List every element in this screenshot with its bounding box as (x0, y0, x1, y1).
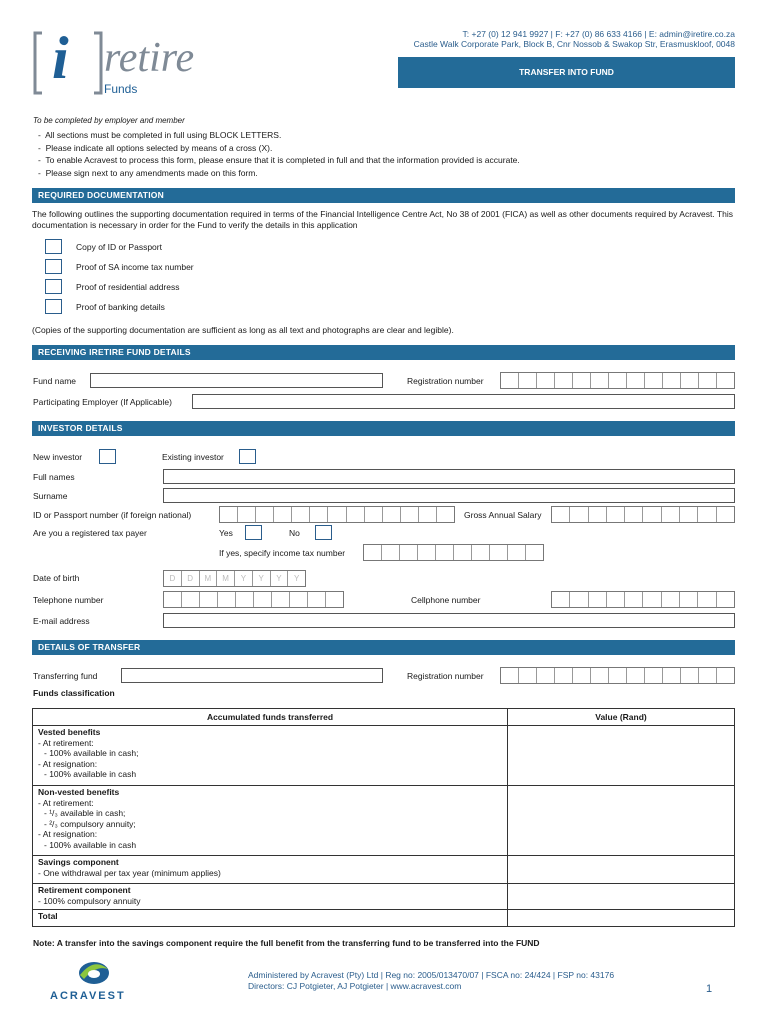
table-row (33, 726, 735, 786)
doc-checkbox-id[interactable] (45, 239, 62, 254)
retirement-line: - 100% compulsory annuity (38, 895, 141, 906)
salary-label: Gross Annual Salary (464, 510, 542, 520)
total-value-input[interactable] (508, 910, 735, 927)
table-row (33, 884, 735, 910)
tax-payer-label: Are you a registered tax payer (33, 528, 147, 538)
savings-title: Savings component (38, 857, 119, 867)
retirement-cell (33, 884, 508, 910)
savings-line: - One withdrawal per tax year (minimum applies) (38, 867, 221, 878)
surname-label: Surname (33, 491, 68, 501)
section-investor: INVESTOR DETAILS (32, 421, 735, 436)
logo-text: retire (104, 35, 195, 81)
existing-investor-label: Existing investor (162, 452, 224, 462)
acravest-wordmark: ACRAVEST (50, 990, 126, 1002)
nonvested-title: Non-vested benefits (38, 787, 120, 797)
cellphone-label: Cellphone number (411, 595, 481, 605)
funds-table (32, 708, 735, 927)
tax-yes-label: Yes (219, 528, 233, 538)
email-input[interactable] (163, 613, 735, 628)
table-row (33, 856, 735, 884)
transfer-registration-label: Registration number (407, 671, 484, 681)
tax-no-label: No (289, 528, 300, 538)
vested-title: Vested benefits (38, 727, 101, 737)
section-transfer: DETAILS OF TRANSFER (32, 640, 735, 655)
full-names-input[interactable] (163, 469, 735, 484)
footer-line-1: Administered by Acravest (Pty) Ltd | Reg no: 2005/013470/07 | FSCA no: 24/424 | FSP no: 43176 (248, 970, 615, 980)
vested-line: - 100% available in cash (44, 769, 137, 779)
table-row (33, 910, 735, 927)
transferring-fund-input[interactable] (121, 668, 383, 683)
dob-label: Date of birth (33, 573, 80, 583)
logo (32, 25, 232, 98)
transfer-note: Note: A transfer into the savings component require the full benefit from the transferring fund to be transferred into the FUND (33, 938, 540, 948)
section-fund-details: RECEIVING IRETIRE FUND DETAILS (32, 345, 735, 360)
table-header-row (33, 709, 735, 726)
nonvested-value-input[interactable] (508, 786, 735, 856)
nonvested-line: - 100% available in cash (44, 839, 137, 850)
nonvested-line: - At retirement: (38, 797, 94, 808)
surname-input[interactable] (163, 488, 735, 503)
page-number: 1 (706, 983, 713, 995)
new-investor-label: New investor (33, 452, 83, 462)
full-names-label: Full names (33, 472, 75, 482)
logo-sub: Funds (104, 82, 138, 96)
doc-label-tax: Proof of SA income tax number (76, 262, 194, 272)
nonvested-cell (33, 786, 508, 856)
footer-line-2: Directors: CJ Potgieter, AJ Potgieter | www.acravest.com (248, 981, 462, 991)
form-title: TRANSFER INTO FUND (398, 57, 735, 88)
table-header-value: Value (Rand) (508, 709, 735, 726)
contact-line-2: Castle Walk Corporate Park, Block B, Cnr Nossob & Swakop Str, Erasmuskloof, 0048 (413, 39, 735, 49)
dob-cells[interactable]: D D M M Y Y Y Y (163, 570, 306, 587)
doc-label-address: Proof of residential address (76, 282, 180, 292)
acravest-logo (48, 955, 143, 1005)
logo-brackets-icon (32, 28, 107, 98)
retirement-title: Retirement component (38, 885, 131, 895)
doc-label-banking: Proof of banking details (76, 302, 165, 312)
tax-yes-checkbox[interactable] (245, 525, 262, 540)
email-label: E-mail address (33, 616, 90, 626)
transferring-fund-label: Transferring fund (33, 671, 98, 681)
retirement-value-input[interactable] (508, 884, 735, 910)
transfer-registration-cells[interactable] (500, 667, 735, 684)
existing-investor-checkbox[interactable] (239, 449, 256, 464)
logo-brand: i (52, 25, 69, 91)
vested-line: - At resignation: (38, 758, 98, 769)
fund-registration-label: Registration number (407, 376, 484, 386)
vested-line: - At retirement: (38, 737, 94, 748)
intro-bullet: - Please indicate all options selected by means of a cross (X). (38, 142, 273, 153)
doc-checkbox-banking[interactable] (45, 299, 62, 314)
vested-value-input[interactable] (508, 726, 735, 786)
new-investor-checkbox[interactable] (99, 449, 116, 464)
funds-classification-label: Funds classification (33, 688, 115, 698)
fund-name-input[interactable] (90, 373, 383, 388)
id-number-label: ID or Passport number (if foreign national) (33, 510, 192, 520)
doc-label-id: Copy of ID or Passport (76, 242, 162, 252)
id-number-cells[interactable] (219, 506, 455, 523)
salary-cells[interactable] (551, 506, 735, 523)
required-docs-description: The following outlines the supporting documentation required in terms of the Financial Intelligence Centre Act, No 38 of 2001 (FICA) as well as other documents required by Acravest. This documentation is necessary in order for the Fund to verify the details in this application (32, 209, 733, 230)
tax-number-cells[interactable] (363, 544, 544, 561)
cellphone-cells[interactable] (551, 591, 735, 608)
tax-number-label: If yes, specify income tax number (219, 548, 346, 558)
fund-name-label: Fund name (33, 376, 76, 386)
telephone-label: Telephone number (33, 595, 104, 605)
fund-registration-cells[interactable] (500, 372, 735, 389)
intro-bullet: - All sections must be completed in full using BLOCK LETTERS. (38, 130, 282, 140)
savings-cell (33, 856, 508, 884)
doc-checkbox-tax[interactable] (45, 259, 62, 274)
savings-value-input[interactable] (508, 856, 735, 884)
required-docs-footnote: (Copies of the supporting documentation are sufficient as long as all text and photographs are clear and legible). (32, 325, 454, 335)
tax-no-checkbox[interactable] (315, 525, 332, 540)
intro-note: To be completed by employer and member (33, 116, 185, 125)
employer-label: Participating Employer (If Applicable) (33, 397, 172, 407)
intro-bullet: - To enable Acravest to process this form, please ensure that it is completed in full and that the information provided is accurate. (38, 155, 520, 165)
intro-bullets (38, 129, 520, 179)
table-header-accumulated: Accumulated funds transferred (33, 709, 508, 726)
acravest-logo-icon (74, 955, 114, 989)
intro-bullet: - Please sign next to any amendments made on this form. (38, 167, 258, 178)
vested-cell (33, 726, 508, 786)
nonvested-line: - At resignation: (38, 829, 98, 839)
nonvested-line: - ¹/₃ available in cash; (44, 808, 126, 818)
contact-line-1: T: +27 (0) 12 941 9927 | F: +27 (0) 86 633 4166 | E: admin@iretire.co.za (462, 29, 735, 39)
table-row (33, 786, 735, 856)
section-required-docs: REQUIRED DOCUMENTATION (32, 188, 735, 203)
nonvested-line: - ²/₃ compulsory annuity; (44, 818, 136, 829)
total-label: Total (33, 910, 508, 927)
employer-input[interactable] (192, 394, 735, 409)
doc-checkbox-address[interactable] (45, 279, 62, 294)
vested-line: - 100% available in cash; (44, 748, 139, 758)
telephone-cells[interactable] (163, 591, 344, 608)
